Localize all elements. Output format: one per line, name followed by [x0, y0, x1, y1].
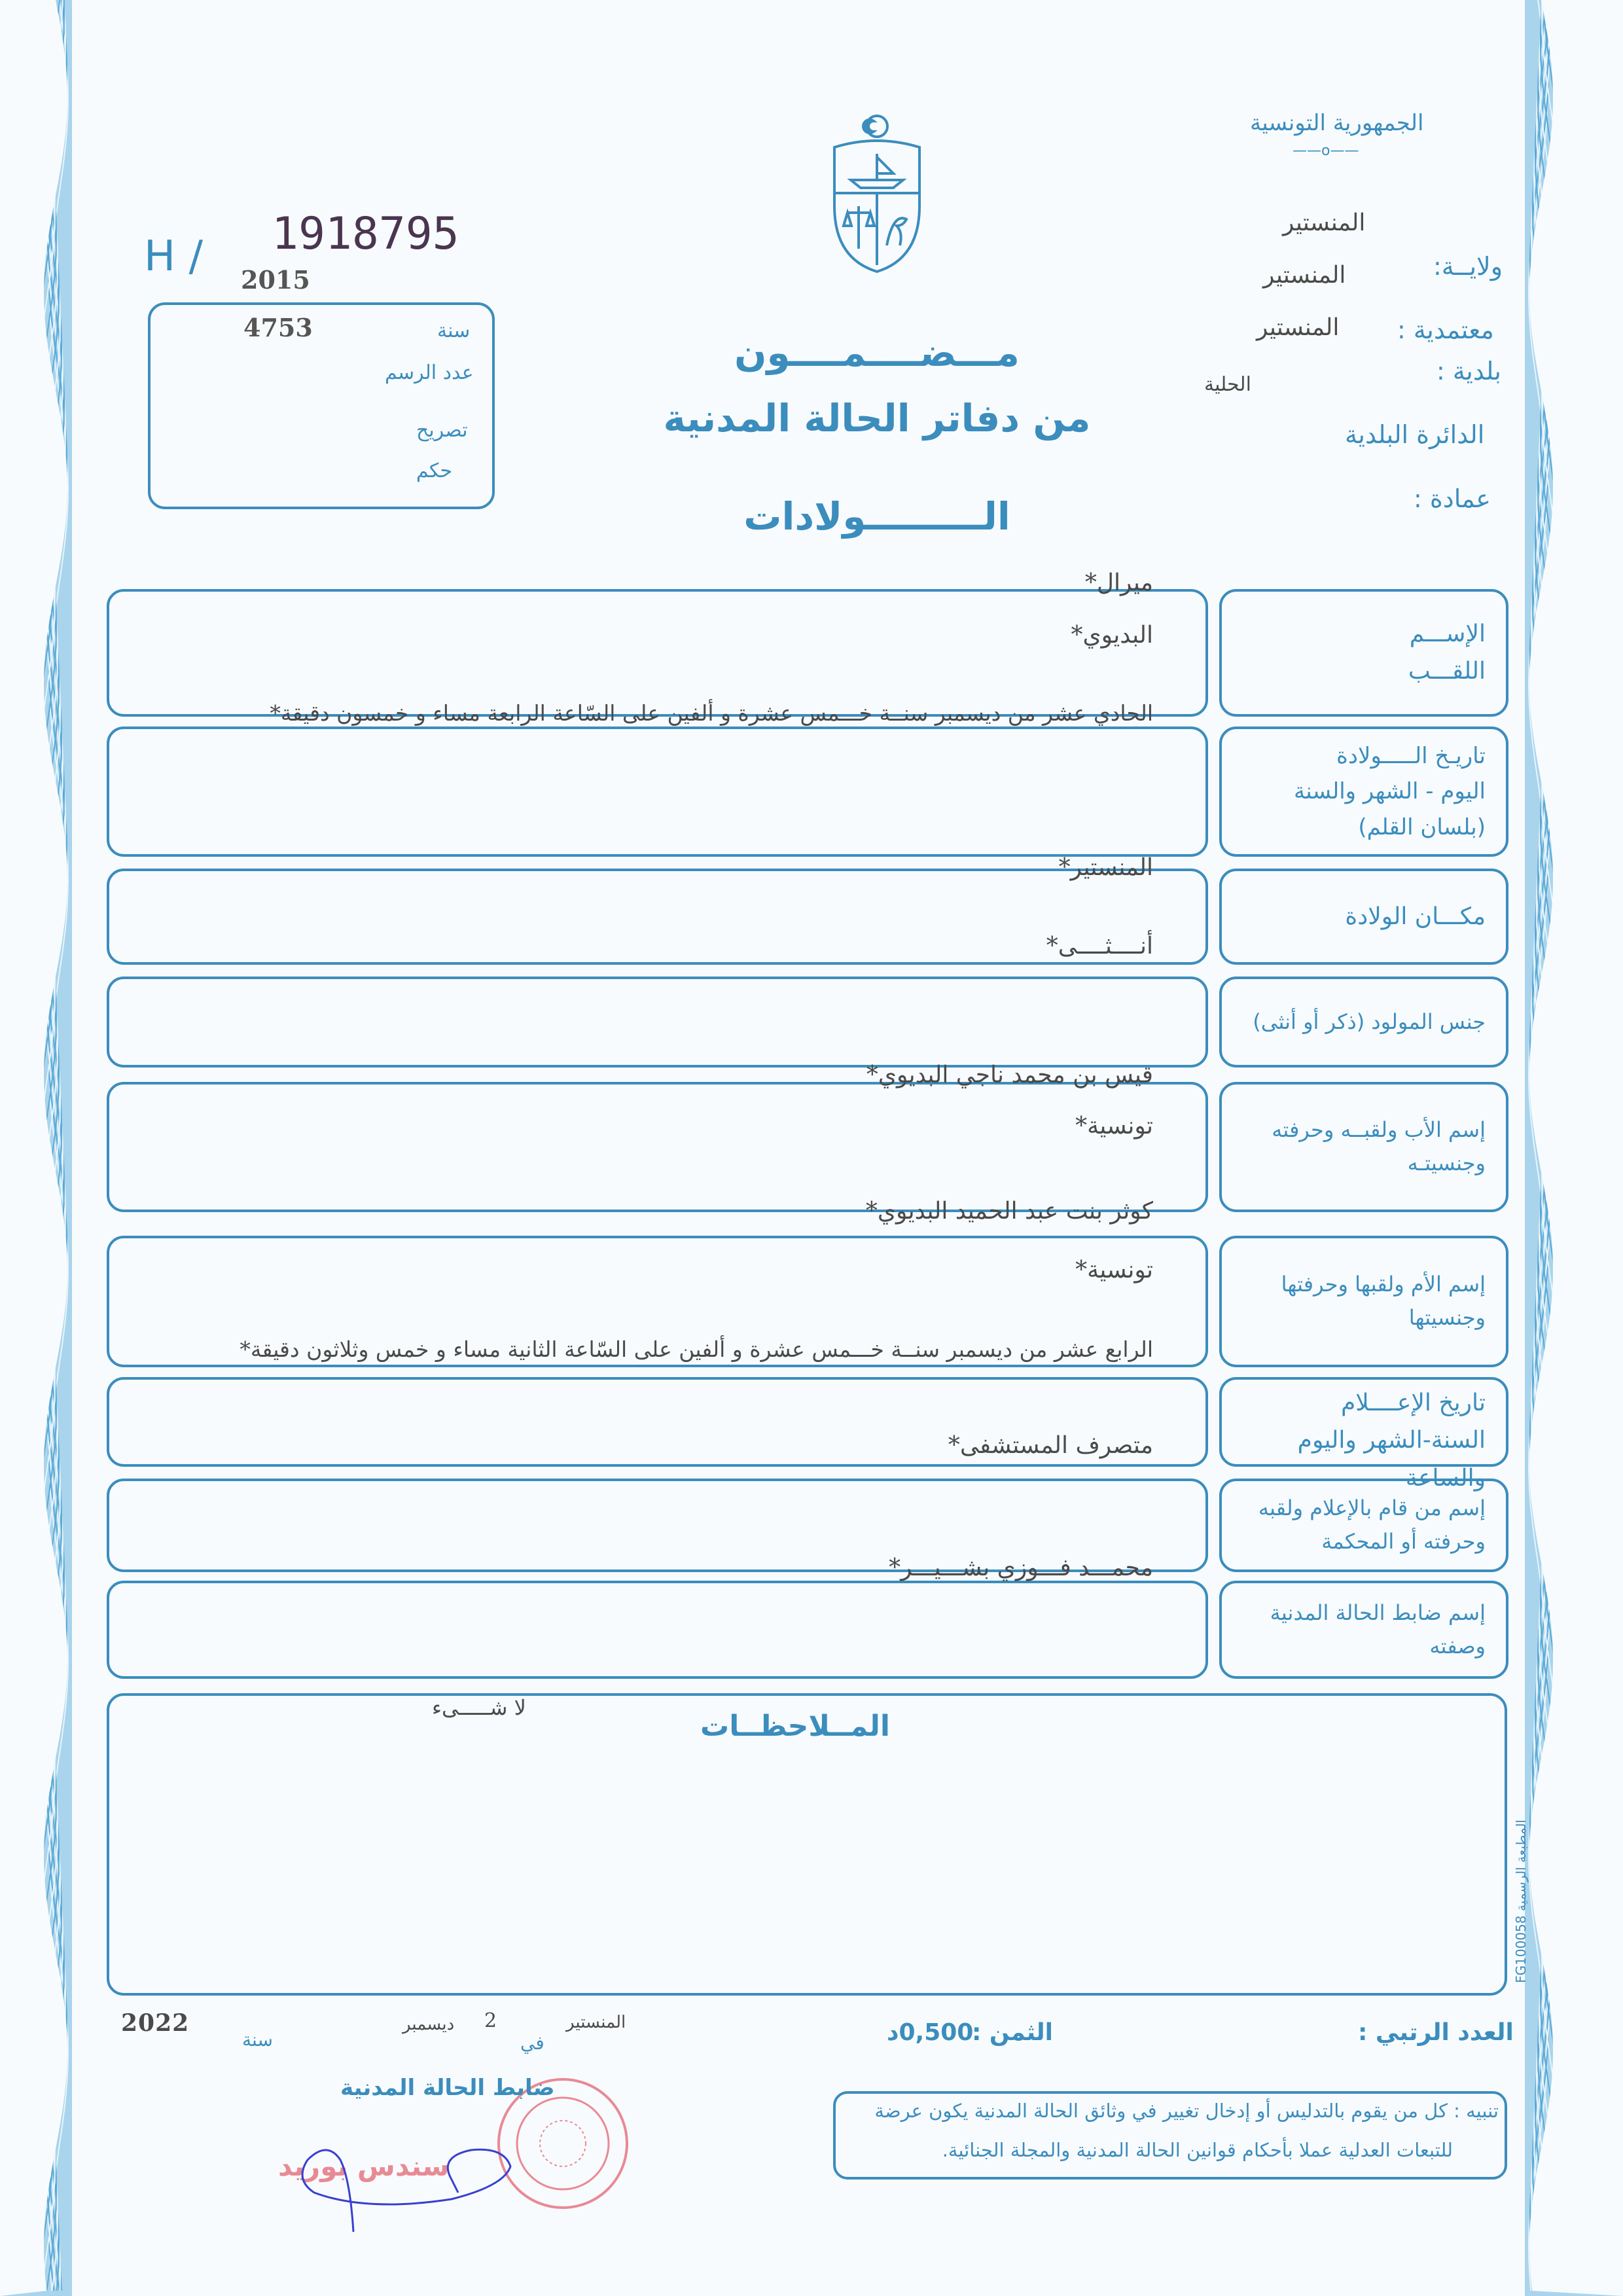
field-label: [1227, 1492, 1486, 1558]
value-box: [107, 869, 1208, 965]
field-value: أنــــثــــى*: [1046, 933, 1153, 960]
remarks-title: المــلاحظــات: [700, 1710, 890, 1743]
field-label: [1227, 898, 1486, 936]
document-title: مـــضــــمــــون: [734, 331, 1020, 375]
field-value: تونسية*: [1075, 1113, 1153, 1139]
sector-label: عمادة :: [1414, 484, 1491, 513]
field-label-line: اللقـــب: [1408, 658, 1486, 685]
field-value: الحادي عشر من ديسمبر سنــة خـــمس عشرة و ألفين على السّاعة الرابعة مساء و خمسون دقيقة*: [270, 700, 1153, 726]
field-label: [1227, 1596, 1486, 1663]
field-label-line: (بلسان القلم): [1358, 814, 1486, 840]
section-title-births: الـــــــــولادات: [743, 494, 1010, 539]
municipal-district-label: الدائرة البلدية: [1345, 420, 1485, 449]
issue-year: 2022: [121, 2009, 190, 2037]
value-box: [107, 1082, 1208, 1212]
value-box: [107, 1581, 1208, 1679]
governorate-value: المنستير: [1263, 262, 1346, 289]
signature-name-stamp: سندس بوريد: [278, 2150, 450, 2182]
price-value: 0,500د: [887, 2019, 974, 2046]
value-box: [107, 977, 1208, 1067]
legal-warning-line-2: للتبعات العدلية عملا بأحكام قوانين الحالة المدنية والمجلة الجنائية.: [942, 2139, 1453, 2161]
registry-year: 2015: [241, 265, 310, 295]
issue-month: ديسمبر: [402, 2015, 455, 2034]
legal-warning-line-1: تنبيه : كل من يقوم بالتدليس أو إدخال تغيير في وثائق الحالة المدنية يكون عرضة: [874, 2100, 1499, 2122]
act-number-label: عدد الرسم: [385, 361, 474, 384]
municipality-label: بلدية :: [1436, 357, 1501, 386]
top-location-value: المنستير: [1283, 209, 1366, 236]
republic-ornament: ——o——: [1293, 143, 1359, 159]
field-label: [1227, 615, 1486, 691]
declaration-label: تصريح: [416, 419, 468, 442]
delegation-value: المنستير: [1257, 314, 1340, 341]
judgment-label: حكم: [416, 459, 453, 482]
field-label-line: وجنسيتها: [1408, 1305, 1486, 1331]
value-box: [107, 726, 1208, 857]
field-label-line: إسم ضابط الحالة المدنية: [1270, 1600, 1486, 1625]
republic-heading: الجمهورية التونسية: [1250, 110, 1424, 136]
field-label-line: وجنسيتـه: [1407, 1151, 1486, 1176]
field-label-line: إسم من قام بالإعلام ولقبه: [1258, 1496, 1486, 1521]
issue-in-label: في: [520, 2032, 544, 2054]
field-label-line: إسم الأب ولقبــه وحرفته: [1272, 1117, 1486, 1143]
field-label: [1227, 1268, 1486, 1335]
value-box: [107, 589, 1208, 717]
handwritten-signature: [288, 2134, 563, 2238]
tunisia-coat-of-arms-icon: [821, 108, 933, 278]
field-label-line: وحرفته أو المحكمة: [1321, 1529, 1486, 1554]
guilloche-border-right: [1525, 0, 1623, 2296]
field-value: ميرال*: [1084, 569, 1153, 596]
document-subtitle: من دفاتر الحالة المدنية: [663, 396, 1091, 440]
field-value: الرابع عشر من ديسمبر سنــة خـــمس عشرة و ألفين على السّاعة الثانية مساء و خمس وثلاثون دقيقة*: [240, 1336, 1153, 1362]
printer-mark: المطبعة الرسمية FG100058: [1513, 1820, 1529, 1983]
field-value: البديوي*: [1071, 622, 1153, 649]
registry-number: 1918795: [272, 208, 459, 260]
issue-day: 2: [484, 2009, 498, 2032]
officer-label: ضابط الحالة المدنية: [340, 2075, 555, 2101]
field-label: [1227, 738, 1486, 845]
field-label-line: إسم الأم ولقبها وحرفتها: [1281, 1272, 1486, 1297]
price-label: الثمن :: [972, 2019, 1054, 2046]
serial-number-label: العدد الرتبي :: [1358, 2019, 1514, 2046]
delegation-label: معتمدية :: [1397, 315, 1494, 344]
field-label-line: السنة-الشهر واليوم والساعة: [1297, 1427, 1486, 1492]
field-value: محمـــد فـــوزي بشـــيـــر*: [889, 1554, 1153, 1581]
field-value: قيس بن محمد ناجي البديوي*: [866, 1062, 1153, 1088]
field-value: كوثر بنت عبد الحميد البديوي*: [865, 1198, 1153, 1225]
issue-year-label: سنة: [242, 2029, 273, 2051]
municipality-value: الحلية: [1204, 373, 1251, 396]
remarks-value: لا شـــــىء: [432, 1695, 526, 1720]
field-value: تونسية*: [1075, 1257, 1153, 1283]
registry-prefix: H /: [144, 232, 204, 281]
field-value: المنستير*: [1058, 854, 1153, 881]
field-label-line: وصفته: [1429, 1633, 1486, 1659]
field-label-line: تاريخ الإعــــلام: [1340, 1389, 1486, 1416]
governorate-label: ولايــة:: [1433, 252, 1503, 281]
field-label-line: تاريـخ الـــــولادة: [1336, 742, 1486, 769]
field-value: متصرف المستشفى*: [948, 1432, 1153, 1459]
year-label: سنة: [437, 319, 471, 342]
guilloche-border-left: [0, 0, 72, 2296]
issue-place: المنستير: [566, 2013, 626, 2032]
field-label-line: مكـــان الولادة: [1345, 903, 1486, 930]
field-label-line: اليوم - الشهر والسنة: [1294, 778, 1486, 805]
act-number-value: 4753: [243, 313, 313, 342]
field-label: [1227, 1005, 1486, 1039]
field-label-line: الإســـم: [1409, 620, 1486, 647]
field-label-line: جنس المولود (ذكر أو أنثى): [1253, 1009, 1486, 1034]
field-label: [1227, 1113, 1486, 1180]
